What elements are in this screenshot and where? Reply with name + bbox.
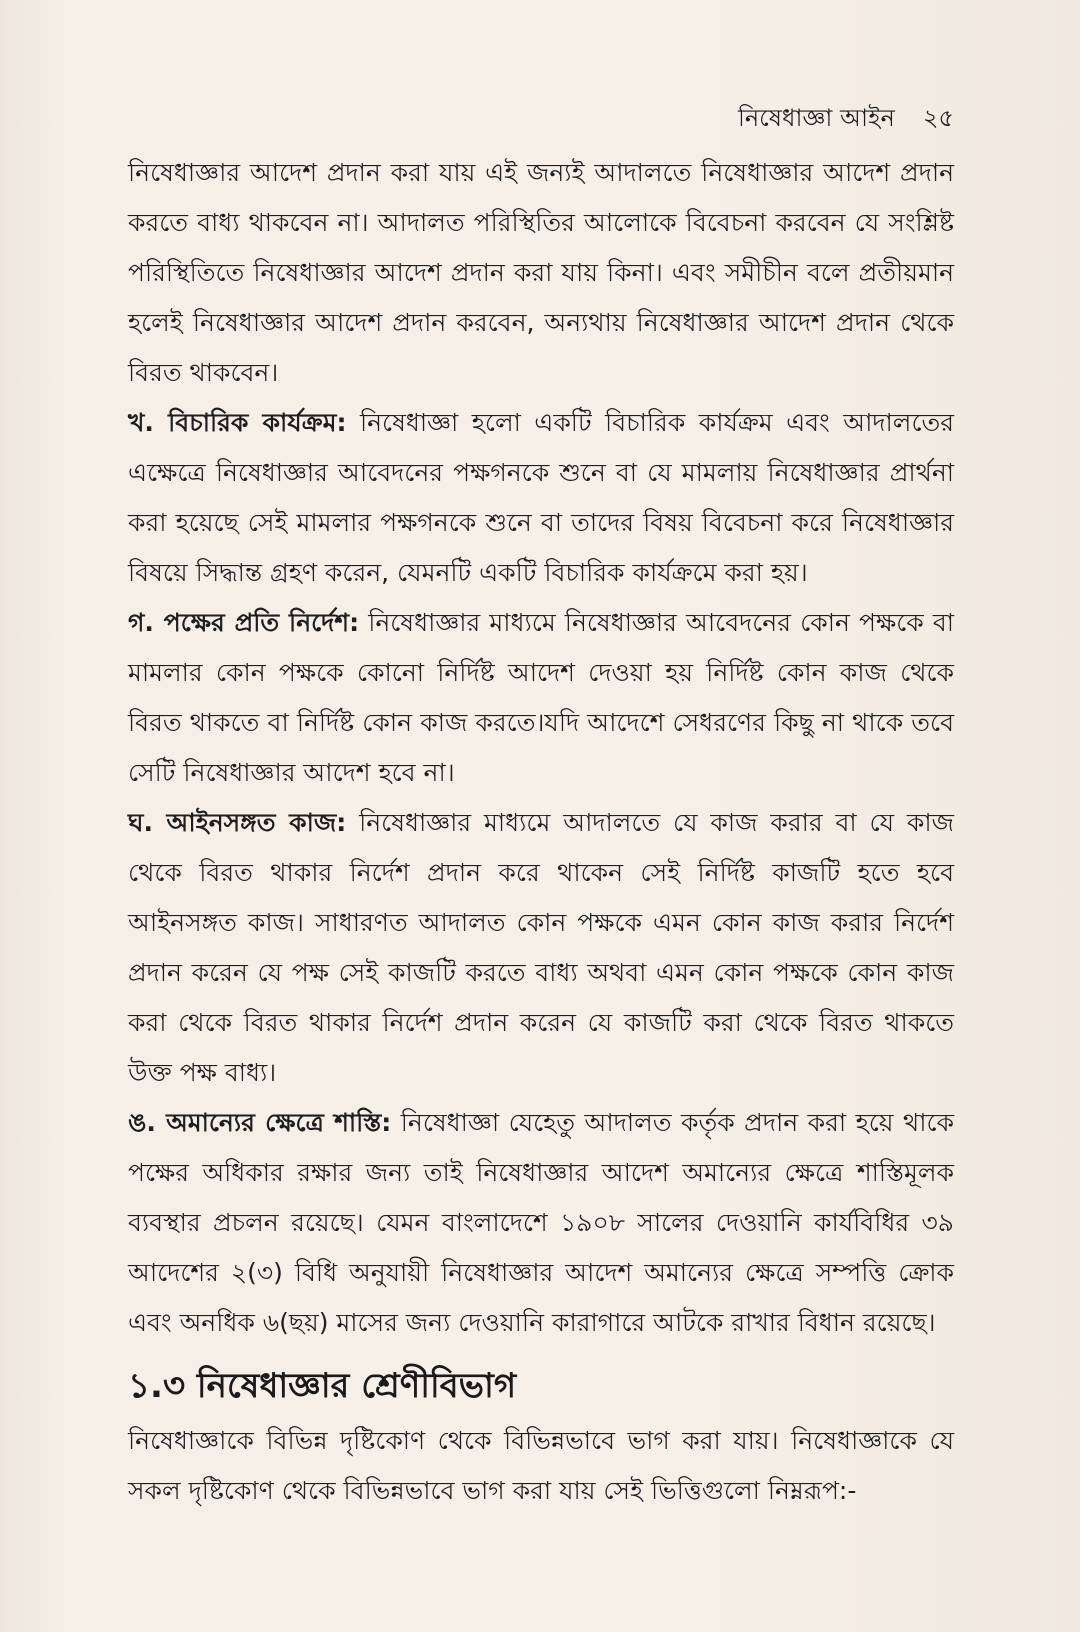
running-header xyxy=(738,100,954,140)
page-body xyxy=(128,148,954,1516)
paragraph-direction-to-party xyxy=(128,598,954,798)
paragraph-heading: গ. পক্ষের প্রতি নির্দেশ: xyxy=(128,608,360,637)
section-paragraph xyxy=(128,1416,954,1516)
paragraph-lawful-act xyxy=(128,798,954,1098)
paragraph-penalty xyxy=(128,1098,954,1348)
paragraph-text: নিষেধাজ্ঞাকে বিভিন্ন দৃষ্টিকোণ থেকে বিভিন্নভাবে ভাগ করা যায়। নিষেধাজ্ঞাকে যে সকল দৃষ্টিকোণ থেকে বিভিন্নভাবে ভাগ করা যায় সেই ভিত্তিগুলো নিম্নরূপ:- xyxy=(128,1426,954,1505)
running-title: নিষেধাজ্ঞা আইন xyxy=(737,104,895,132)
paragraph-text: নিষেধাজ্ঞার আদেশ প্রদান করা যায় এই জন্যই আদালতে নিষেধাজ্ঞার আদেশ প্রদান করতে বাধ্য থাকবেন না। আদালত পরিস্থিতির আলোকে বিবেচনা করবেন যে সংশ্লিষ্ট পরিস্থিতিতে নিষেধাজ্ঞার আদেশ প্রদান করা যায় কিনা। এবং সমীচীন বলে প্রতীয়মান হলেই নিষেধাজ্ঞার আদেশ প্রদান করবেন, অন্যথায় নিষেধাজ্ঞার আদেশ প্রদান থেকে বিরত থাকবেন। xyxy=(128,158,954,387)
paragraph-text: নিষেধাজ্ঞা হলো একটি বিচারিক কার্যক্রম এবং আদালতের এক্ষেত্রে নিষেধাজ্ঞার আবেদনের পক্ষগনকে শুনে বা যে মামলায় নিষেধাজ্ঞার প্রার্থনা করা হয়েছে সেই মামলার পক্ষগনকে শুনে বা তাদের বিষয় বিবেচনা করে নিষেধাজ্ঞার বিষয়ে সিদ্ধান্ত গ্রহণ করেন, যেমনটি একটি বিচারিক কার্যক্রমে করা হয়। xyxy=(128,408,954,587)
paragraph-heading: ঘ. আইনসঙ্গত কাজ: xyxy=(128,808,347,837)
paragraph-heading: ঙ. অমান্যের ক্ষেত্রে শাস্তি: xyxy=(128,1108,392,1137)
page-number: ২৫ xyxy=(922,104,954,132)
paragraph-text: নিষেধাজ্ঞার মাধ্যমে নিষেধাজ্ঞার আবেদনের কোন পক্ষকে বা মামলার কোন পক্ষকে কোনো নির্দিষ্ট আদেশ দেওয়া হয় নির্দিষ্ট কোন কাজ থেকে বিরত থাকতে বা নির্দিষ্ট কোন কাজ করতে।যদি আদেশে সেধরণের কিছু না থাকে তবে সেটি নিষেধাজ্ঞার আদেশ হবে না। xyxy=(128,608,954,787)
paragraph-text: নিষেধাজ্ঞা যেহেতু আদালত কর্তৃক প্রদান করা হয়ে থাকে পক্ষের অধিকার রক্ষার জন্য তাই নিষেধাজ্ঞার আদেশ অমান্যের ক্ষেত্রে শাস্তিমূলক ব্যবস্থার প্রচলন রয়েছে। যেমন বাংলাদেশে ১৯০৮ সালের দেওয়ানি কার্যবিধির ৩৯ আদেশের ২(৩) বিধি অনুযায়ী নিষেধাজ্ঞার আদেশ অমান্যের ক্ষেত্রে সম্পত্তি ক্রোক এবং অনধিক ৬(ছয়) মাসের জন্য দেওয়ানি কারাগারে আটকে রাখার বিধান রয়েছে। xyxy=(128,1108,954,1337)
paragraph-text: নিষেধাজ্ঞার মাধ্যমে আদালতে যে কাজ করার বা যে কাজ থেকে বিরত থাকার নির্দেশ প্রদান করে থাকেন সেই নির্দিষ্ট কাজটি হতে হবে আইনসঙ্গত কাজ। সাধারণত আদালত কোন পক্ষকে এমন কোন কাজ করার নির্দেশ প্রদান করেন যে পক্ষ সেই কাজটি করতে বাধ্য অথবা এমন কোন পক্ষকে কোন কাজ করা থেকে বিরত থাকার নির্দেশ প্রদান করেন যে কাজটি করা থেকে বিরত থাকতে উক্ত পক্ষ বাধ্য। xyxy=(128,808,954,1087)
paragraph-intro xyxy=(128,148,954,398)
paragraph-judicial-process xyxy=(128,398,954,598)
paragraph-heading: খ. বিচারিক কার্যক্রম: xyxy=(128,408,347,437)
section-heading: ১.৩ নিষেধাজ্ঞার শ্রেণীবিভাগ xyxy=(128,1366,517,1406)
